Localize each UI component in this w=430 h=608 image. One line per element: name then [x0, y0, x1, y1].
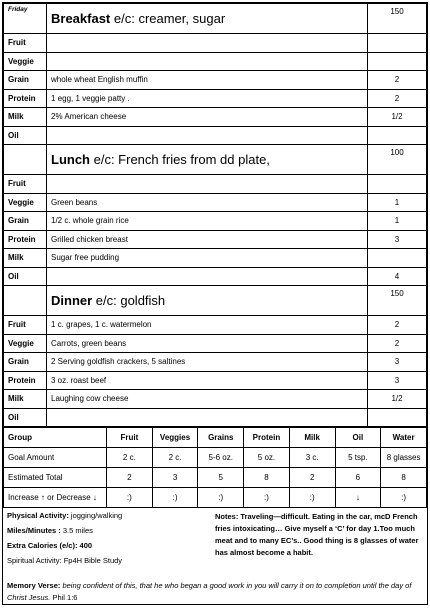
meal-extra-calories-note: e/c: goldfish — [92, 293, 166, 308]
summary-row — [4, 448, 427, 468]
summary-cell: :) — [107, 488, 153, 508]
food-servings: 2 — [368, 316, 427, 335]
meal-title — [47, 145, 368, 175]
summary-row-label: Goal Amount — [4, 448, 107, 468]
food-item — [47, 408, 368, 427]
summary-row — [4, 468, 427, 488]
summary-cell: 6 — [335, 468, 381, 488]
food-servings: 1 — [368, 212, 427, 231]
food-servings: 1/2 — [368, 108, 427, 127]
summary-cell: :) — [244, 488, 290, 508]
food-row — [4, 249, 427, 268]
summary-header-cell: Oil — [335, 428, 381, 448]
food-row — [4, 71, 427, 90]
meal-extra-calories-note: e/c: French fries from dd plate, — [90, 152, 270, 167]
food-group-label: Protein — [4, 371, 47, 390]
food-row — [4, 230, 427, 249]
meal-header-row — [4, 286, 427, 316]
summary-cell: 5 — [198, 468, 244, 488]
summary-header-row — [4, 428, 427, 448]
summary-cell: :) — [198, 488, 244, 508]
summary-cell: :) — [381, 488, 427, 508]
food-group-label: Grain — [4, 353, 47, 372]
summary-row-label: Increase ↑ or Decrease ↓ — [4, 488, 107, 508]
food-log-sheet — [2, 2, 428, 605]
meal-extra-calories-note: e/c: creamer, sugar — [110, 11, 226, 26]
summary-cell: 8 — [244, 468, 290, 488]
activity-block — [7, 511, 207, 571]
food-group-label: Veggie — [4, 334, 47, 353]
food-row — [4, 126, 427, 145]
summary-header-cell: Group — [4, 428, 107, 448]
summary-cell: 2 c. — [152, 448, 198, 468]
food-item: 1 c. grapes, 1 c. watermelon — [47, 316, 368, 335]
food-item: 2 Serving goldfish crackers, 5 saltines — [47, 353, 368, 372]
food-row — [4, 175, 427, 194]
summary-cell: :) — [289, 488, 335, 508]
meal-calories: 100 — [368, 145, 427, 175]
food-row — [4, 267, 427, 286]
food-row — [4, 89, 427, 108]
food-item: Green beans — [47, 193, 368, 212]
summary-header-cell: Protein — [244, 428, 290, 448]
food-group-label: Fruit — [4, 316, 47, 335]
food-servings: 3 — [368, 353, 427, 372]
summary-cell: 2 — [289, 468, 335, 488]
food-group-label: Fruit — [4, 175, 47, 194]
food-item: Grilled chicken breast — [47, 230, 368, 249]
food-item: Sugar free pudding — [47, 249, 368, 268]
food-servings: 1 — [368, 193, 427, 212]
food-row — [4, 390, 427, 409]
food-group-label: Grain — [4, 71, 47, 90]
food-group-label: Milk — [4, 249, 47, 268]
meal-header-blank — [4, 286, 47, 316]
food-row — [4, 212, 427, 231]
food-row — [4, 193, 427, 212]
summary-header-cell: Milk — [289, 428, 335, 448]
notes-text: Notes: Traveling—difficult. Eating in the car, mcD French fries intoxicating… Give myself a ‘C’ for day 1.Too much meat and to many EC’s.. Good thing is 8 glasses of water has almost become a habit. — [215, 512, 419, 557]
food-group-label: Fruit — [4, 34, 47, 53]
food-item: Carrots, green beans — [47, 334, 368, 353]
food-row — [4, 52, 427, 71]
food-servings — [368, 408, 427, 427]
food-item — [47, 175, 368, 194]
food-item: Laughing cow cheese — [47, 390, 368, 409]
physical-activity: Physical Activity: jogging/walking — [7, 511, 123, 520]
food-item — [47, 34, 368, 53]
food-servings: 3 — [368, 371, 427, 390]
summary-row — [4, 488, 427, 508]
food-row — [4, 108, 427, 127]
summary-cell: 2 c. — [107, 448, 153, 468]
food-group-label: Oil — [4, 267, 47, 286]
food-group-label: Milk — [4, 108, 47, 127]
summary-header-cell: Fruit — [107, 428, 153, 448]
food-row — [4, 353, 427, 372]
food-item: 1/2 c. whole grain rice — [47, 212, 368, 231]
food-item — [47, 267, 368, 286]
meal-title — [47, 286, 368, 316]
food-item — [47, 126, 368, 145]
food-group-label: Protein — [4, 89, 47, 108]
food-group-label: Veggie — [4, 52, 47, 71]
food-item: 2% American cheese — [47, 108, 368, 127]
summary-cell: 2 — [107, 468, 153, 488]
food-servings: 2 — [368, 89, 427, 108]
food-row — [4, 371, 427, 390]
food-group-label: Veggie — [4, 193, 47, 212]
summary-cell: 5-6 oz. — [198, 448, 244, 468]
food-servings — [368, 126, 427, 145]
food-item: 1 egg, 1 veggie patty . — [47, 89, 368, 108]
summary-header-cell: Veggies — [152, 428, 198, 448]
spiritual-activity: Spiritual Activity: Fp4H Bible Study — [7, 556, 123, 565]
summary-cell: 3 c. — [289, 448, 335, 468]
food-servings — [368, 52, 427, 71]
meal-title — [47, 4, 368, 34]
meal-name: Dinner — [51, 293, 93, 308]
daily-notes-section — [3, 508, 427, 608]
meal-calories: 150 — [368, 286, 427, 316]
meal-header-row — [4, 4, 427, 34]
food-item — [47, 52, 368, 71]
summary-cell: :) — [152, 488, 198, 508]
meal-name: Lunch — [51, 152, 90, 167]
food-item: 3 oz. roast beef — [47, 371, 368, 390]
miles-minutes: Miles/Minutes : 3.5 miles — [7, 526, 93, 535]
food-row — [4, 316, 427, 335]
memory-verse: Memory Verse: being confident of this, that he who began a good work in you will carry it on to completion until the day of Christ Jesus. Phil 1:6 — [7, 581, 412, 602]
day-label: Friday — [4, 4, 47, 34]
meal-name: Breakfast — [51, 11, 111, 26]
food-servings — [368, 249, 427, 268]
food-item: whole wheat English muffin — [47, 71, 368, 90]
meal-header-row — [4, 145, 427, 175]
summary-cell: 5 tsp. — [335, 448, 381, 468]
food-servings: 1/2 — [368, 390, 427, 409]
daily-summary-table — [3, 427, 427, 508]
summary-cell: 8 — [381, 468, 427, 488]
food-group-label: Grain — [4, 212, 47, 231]
summary-header-cell: Water — [381, 428, 427, 448]
food-servings — [368, 34, 427, 53]
extra-calories: Extra Calories (e/c): 400 — [7, 541, 93, 550]
summary-header-cell: Grains — [198, 428, 244, 448]
food-row — [4, 334, 427, 353]
summary-cell: 5 oz. — [244, 448, 290, 468]
summary-cell: ↓ — [335, 488, 381, 508]
meal-header-blank — [4, 145, 47, 175]
meal-log-table — [3, 3, 427, 427]
food-row — [4, 408, 427, 427]
food-row — [4, 34, 427, 53]
food-group-label: Milk — [4, 390, 47, 409]
summary-cell: 8 glasses — [381, 448, 427, 468]
food-servings: 2 — [368, 71, 427, 90]
food-servings — [368, 175, 427, 194]
food-group-label: Protein — [4, 230, 47, 249]
summary-row-label: Estimated Total — [4, 468, 107, 488]
food-servings: 4 — [368, 267, 427, 286]
food-servings: 3 — [368, 230, 427, 249]
meal-calories: 150 — [368, 4, 427, 34]
food-group-label: Oil — [4, 126, 47, 145]
food-servings: 2 — [368, 334, 427, 353]
summary-cell: 3 — [152, 468, 198, 488]
food-group-label: Oil — [4, 408, 47, 427]
